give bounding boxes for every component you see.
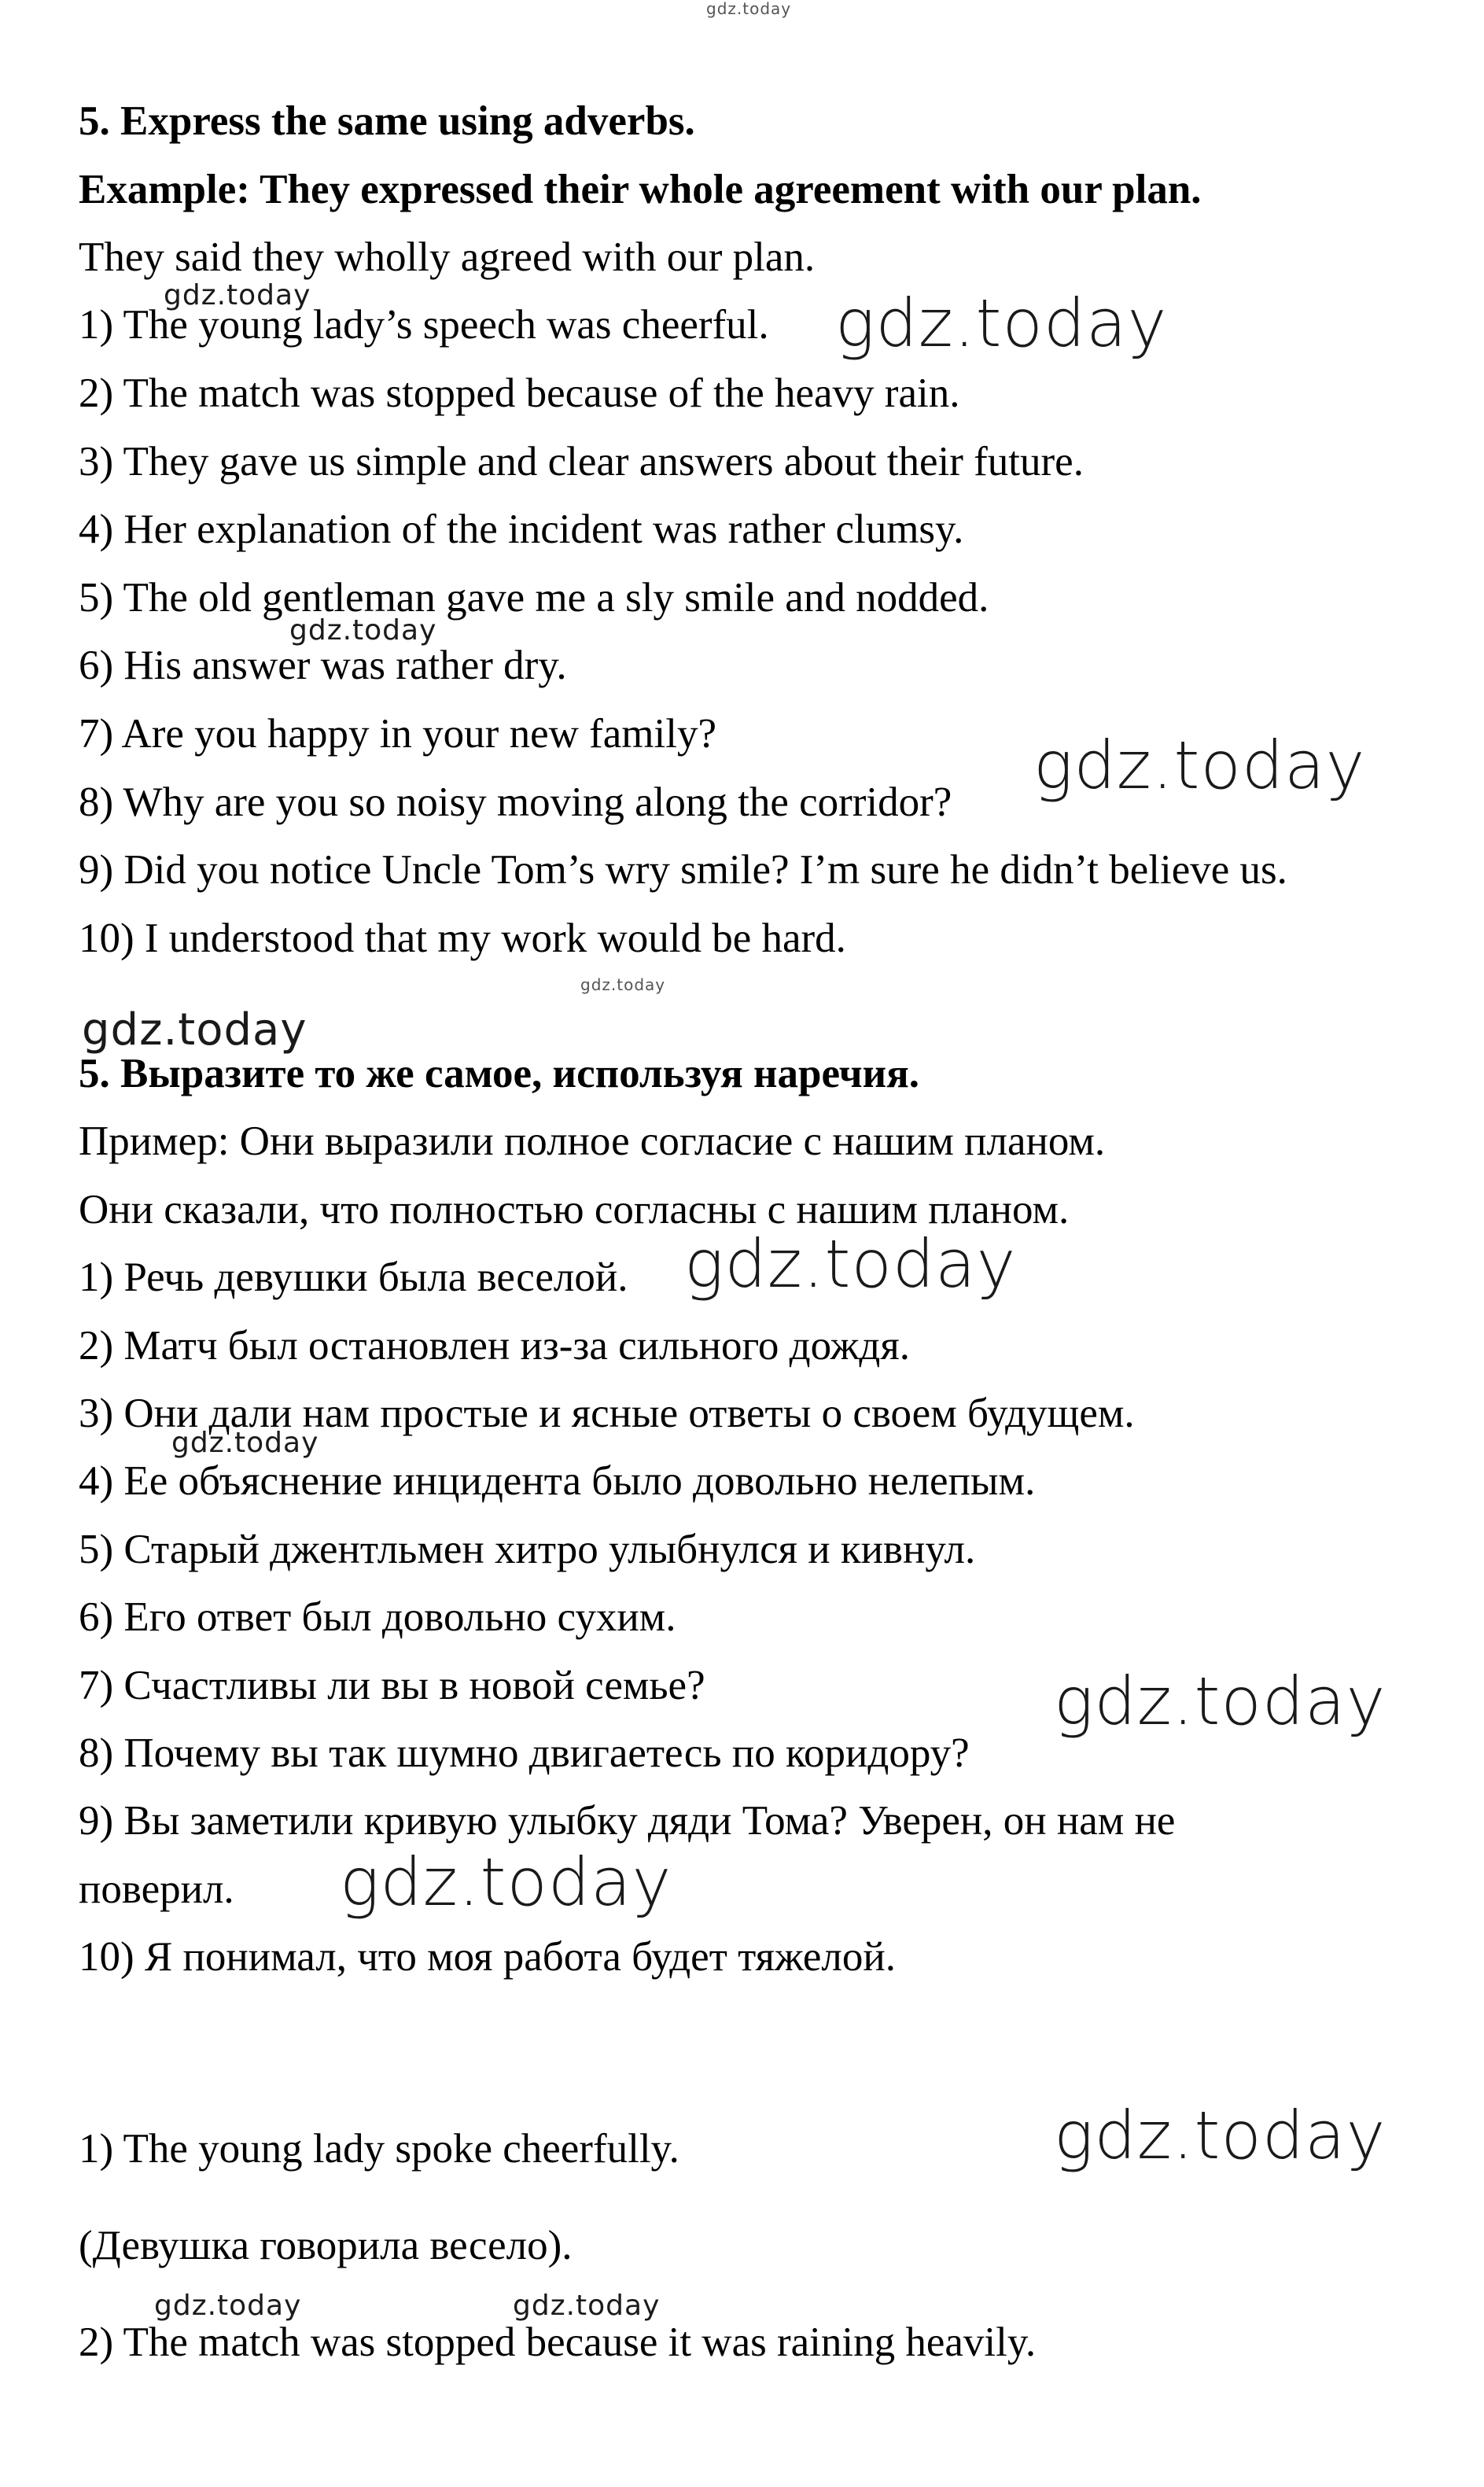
item-en-3: 3) They gave us simple and clear answers about their future. [79, 439, 1084, 485]
watermark: gdz.today [154, 2290, 302, 2322]
watermark: gdz.today [1033, 727, 1366, 804]
item-en-2: 2) The match was stopped because of the heavy rain. [79, 370, 960, 416]
item-en-7: 7) Are you happy in your new family? [79, 711, 716, 757]
item-en-5: 5) The old gentleman gave me a sly smile and nodded. [79, 575, 989, 621]
item-ru-8: 8) Почему вы так шумно двигаетесь по коридору? [79, 1730, 970, 1776]
item-en-1: 1) The young lady’s speech was cheerful. [79, 302, 769, 348]
answer-1-translation: (Девушка говорила весело). [79, 2223, 573, 2268]
exercise-heading-ru: 5. Выразите то же самое, используя наречия. [79, 1051, 920, 1096]
item-en-6: 6) His answer was rather dry. [79, 643, 567, 688]
example-ru: Пример: Они выразили полное согласие с нашим планом. [79, 1118, 1106, 1164]
watermark: gdz.today [1054, 2097, 1386, 2174]
example-en: Example: They expressed their whole agreement with our plan. [79, 167, 1202, 212]
watermark: gdz.today [1054, 1663, 1386, 1740]
watermark: gdz.today [82, 1004, 307, 1056]
item-ru-1: 1) Речь девушки была веселой. [79, 1255, 628, 1300]
item-en-8: 8) Why are you so noisy moving along the corridor? [79, 779, 952, 825]
watermark: gdz.today [340, 1844, 672, 1921]
watermark: gdz.today [835, 285, 1168, 362]
item-ru-9-continued: поверил. [79, 1866, 234, 1912]
item-ru-4: 4) Ее объяснение инцидента было довольно нелепым. [79, 1458, 1036, 1504]
item-ru-2: 2) Матч был остановлен из-за сильного дождя. [79, 1323, 911, 1369]
example-answer-ru: Они сказали, что полностью согласны с нашим планом. [79, 1187, 1070, 1232]
item-ru-7: 7) Счастливы ли вы в новой семье? [79, 1663, 705, 1708]
watermark: gdz.today [171, 1427, 319, 1459]
item-ru-9: 9) Вы заметили кривую улыбку дяди Тома? Уверен, он нам не [79, 1798, 1176, 1844]
watermark: gdz.today [580, 975, 666, 994]
item-en-9: 9) Did you notice Uncle Tom’s wry smile? I’m sure he didn’t believe us. [79, 847, 1287, 893]
item-ru-5: 5) Старый джентльмен хитро улыбнулся и кивнул. [79, 1527, 976, 1572]
watermark-top: gdz.today [706, 0, 792, 18]
watermark: gdz.today [289, 614, 437, 647]
item-ru-3: 3) Они дали нам простые и ясные ответы о своем будущем. [79, 1391, 1135, 1436]
item-en-10: 10) I understood that my work would be hard. [79, 916, 846, 961]
watermark: gdz.today [513, 2290, 661, 2322]
example-answer-en: They said they wholly agreed with our plan. [79, 234, 816, 280]
item-ru-6: 6) Его ответ был довольно сухим. [79, 1594, 676, 1640]
answer-1: 1) The young lady spoke cheerfully. [79, 2126, 679, 2172]
answer-2: 2) The match was stopped because it was raining heavily. [79, 2319, 1037, 2365]
watermark: gdz.today [684, 1225, 1017, 1302]
watermark: gdz.today [164, 279, 311, 311]
item-ru-10: 10) Я понимал, что моя работа будет тяжелой. [79, 1934, 896, 1980]
item-en-4: 4) Her explanation of the incident was rather clumsy. [79, 507, 964, 552]
exercise-heading-en: 5. Express the same using adverbs. [79, 98, 695, 144]
